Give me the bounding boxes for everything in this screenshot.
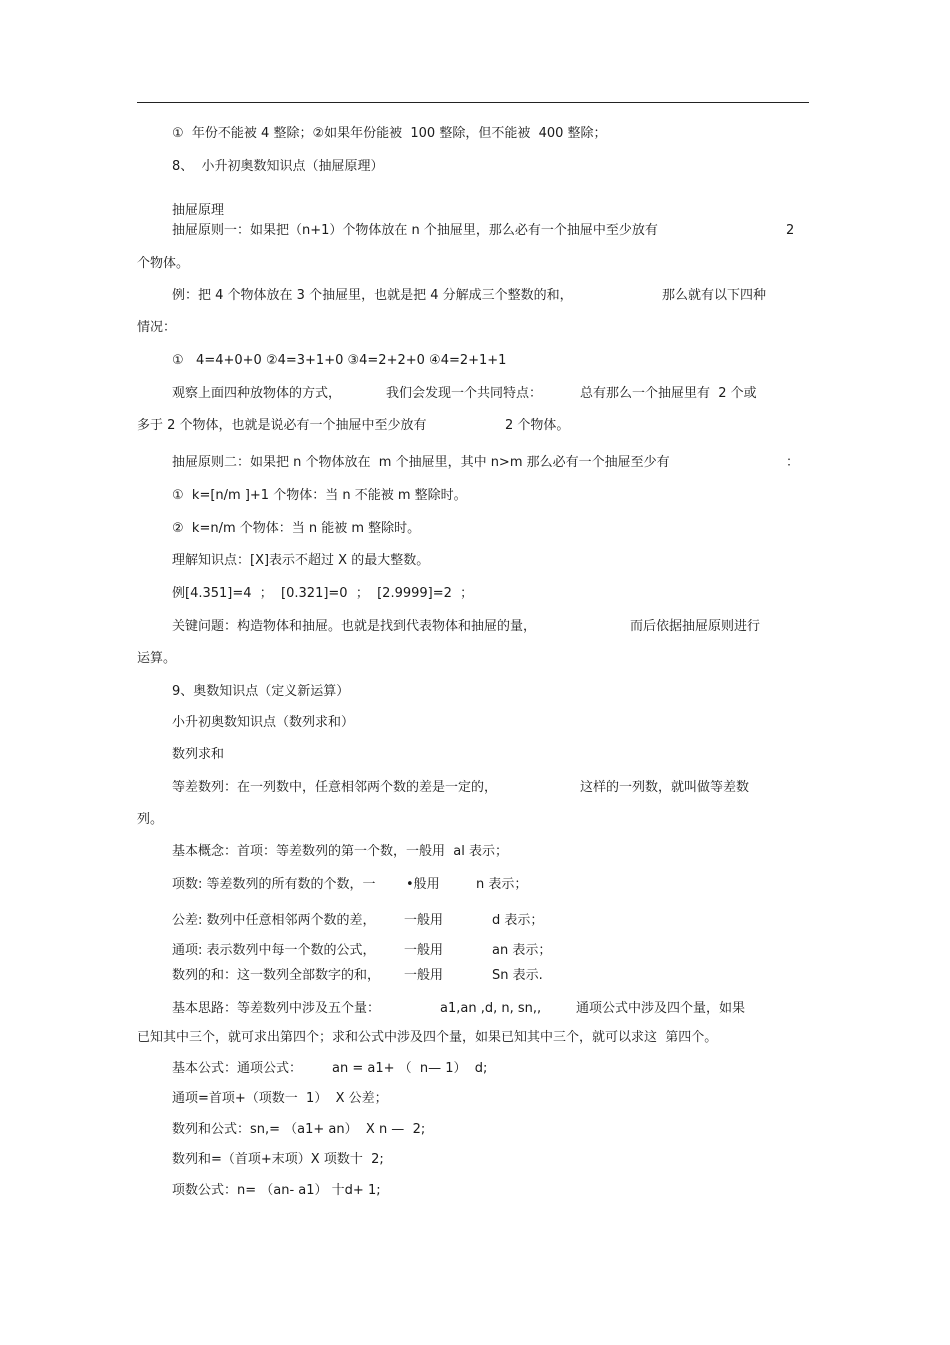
observation-part-3: 总有那么一个抽屉里有 2 个或: [580, 386, 757, 401]
term-count-line: [172, 877, 572, 893]
definition-continuation: 列。: [137, 812, 164, 827]
sum-word-formula: 数列和=（首项+末项）X 项数十 2;: [172, 1152, 384, 1167]
common-difference-usage: 一般用: [404, 913, 444, 928]
example-text: 例：把 4 个物体放在 3 个抽屉里，也就是把 4 分解成三个整数的和，: [172, 288, 573, 303]
header-rule: [137, 102, 809, 103]
rule-two-text: 抽屉原则二：如果把 n 个物体放在 m 个抽屉里，其中 n>m 那么必有一个抽屉至少有: [172, 455, 670, 470]
basic-concept-first-term: 基本概念：首项：等差数列的第一个数，一般用 al 表示；: [172, 844, 508, 859]
general-term-word-formula: 通项=首项+（项数一 1） X 公差；: [172, 1091, 388, 1106]
pigeonhole-rule-one: [172, 223, 812, 239]
example-continuation: 情况：: [137, 320, 177, 335]
basic-idea-tail: 通项公式中涉及四个量，如果: [576, 1001, 746, 1016]
arithmetic-sequence-definition: [172, 780, 792, 796]
common-difference-text: 公差: 数列中任意相邻两个数的差，: [172, 913, 376, 928]
sequence-sum-line: [172, 968, 572, 984]
rule-two-case-1: ① k=[n/m ]+1 个物体：当 n 不能被 m 整除时。: [172, 488, 467, 503]
general-term-line: [172, 943, 572, 959]
basic-idea-line: [172, 1001, 792, 1017]
rule-one-number: 2: [786, 223, 795, 238]
general-term-usage: 一般用: [404, 943, 444, 958]
sequence-sum-heading: 小升初奥数知识点（数列求和）: [172, 715, 355, 730]
pigeonhole-rule-two: [172, 455, 812, 471]
observation-cont-part-2: 2 个物体。: [505, 418, 570, 433]
sequence-sum-text: 数列的和：这一数列全部数字的和，: [172, 968, 381, 983]
term-count-usage: •般用: [406, 877, 440, 892]
example-text-tail: 那么就有以下四种: [662, 288, 767, 303]
section-9-heading: 9、奥数知识点（定义新运算）: [172, 684, 350, 699]
sequence-sum-symbol: Sn 表示.: [492, 968, 543, 983]
general-term-formula-line: [172, 1061, 572, 1077]
rule-one-text: 抽屉原则一：如果把（n+1）个物体放在 n 个抽屉里，那么必有一个抽屉中至少放有: [172, 223, 658, 238]
observation-continuation: [137, 418, 757, 434]
key-problem-continuation: 运算。: [137, 651, 177, 666]
general-term-formula: an = a1+ （ n— 1） d;: [332, 1061, 488, 1076]
key-problem-tail: 而后依据抽屉原则进行: [630, 619, 761, 634]
observation-part-1: 观察上面四种放物体的方式，: [172, 386, 342, 401]
floor-definition: 理解知识点：[X]表示不超过 X 的最大整数。: [172, 553, 430, 568]
term-count-text: 项数: 等差数列的所有数的个数，一: [172, 877, 376, 892]
key-problem-text: 关键问题：构造物体和抽屉。也就是找到代表物体和抽屉的量，: [172, 619, 537, 634]
pigeonhole-title: 抽屉原理: [172, 203, 225, 218]
four-cases-line: ① 4=4+0+0 ②4=3+1+0 ③4=2+2+0 ④4=2+1+1: [172, 353, 507, 368]
formula-label: 基本公式：通项公式：: [172, 1061, 303, 1076]
leap-year-rule-line: ① 年份不能被 4 整除；②如果年份能被 100 整除，但不能被 400 整除；: [172, 126, 607, 141]
sequence-sum-title: 数列求和: [172, 747, 225, 762]
general-term-symbol: an 表示；: [492, 943, 552, 958]
observation-line: [172, 386, 792, 402]
term-count-formula: 项数公式：n= （an- a1） 十d+ 1;: [172, 1183, 381, 1198]
sequence-sum-usage: 一般用: [404, 968, 444, 983]
common-difference-symbol: d 表示；: [492, 913, 544, 928]
basic-idea-text: 基本思路：等差数列中涉及五个量：: [172, 1001, 381, 1016]
basic-idea-quantities: a1,an ,d, n, sn,,: [440, 1001, 542, 1016]
rule-two-colon: ：: [786, 455, 800, 470]
example-line: [172, 288, 792, 304]
general-term-text: 通项: 表示数列中每一个数的公式，: [172, 943, 376, 958]
rule-two-case-2: ② k=n/m 个物体：当 n 能被 m 整除时。: [172, 521, 421, 536]
basic-idea-continuation: 已知其中三个，就可求出第四个；求和公式中涉及四个量，如果已知其中三个，就可以求这 第四个。: [137, 1030, 718, 1045]
sum-formula: 数列和公式：sn,= （a1+ an） X n — 2;: [172, 1122, 426, 1137]
floor-examples: 例[4.351]=4 ； [0.321]=0 ； [2.9999]=2 ；: [172, 586, 474, 601]
key-problem-line: [172, 619, 792, 635]
rule-one-continuation: 个物体。: [137, 256, 190, 271]
definition-text: 等差数列：在一列数中，任意相邻两个数的差是一定的，: [172, 780, 498, 795]
definition-tail: 这样的一列数，就叫做等差数: [580, 780, 750, 795]
observation-part-2: 我们会发现一个共同特点：: [386, 386, 543, 401]
term-count-symbol: n 表示；: [476, 877, 528, 892]
observation-cont-part-1: 多于 2 个物体，也就是说必有一个抽屉中至少放有: [137, 418, 427, 433]
section-8-heading: 8、 小升初奥数知识点（抽屉原理）: [172, 159, 384, 174]
common-difference-line: [172, 913, 572, 929]
